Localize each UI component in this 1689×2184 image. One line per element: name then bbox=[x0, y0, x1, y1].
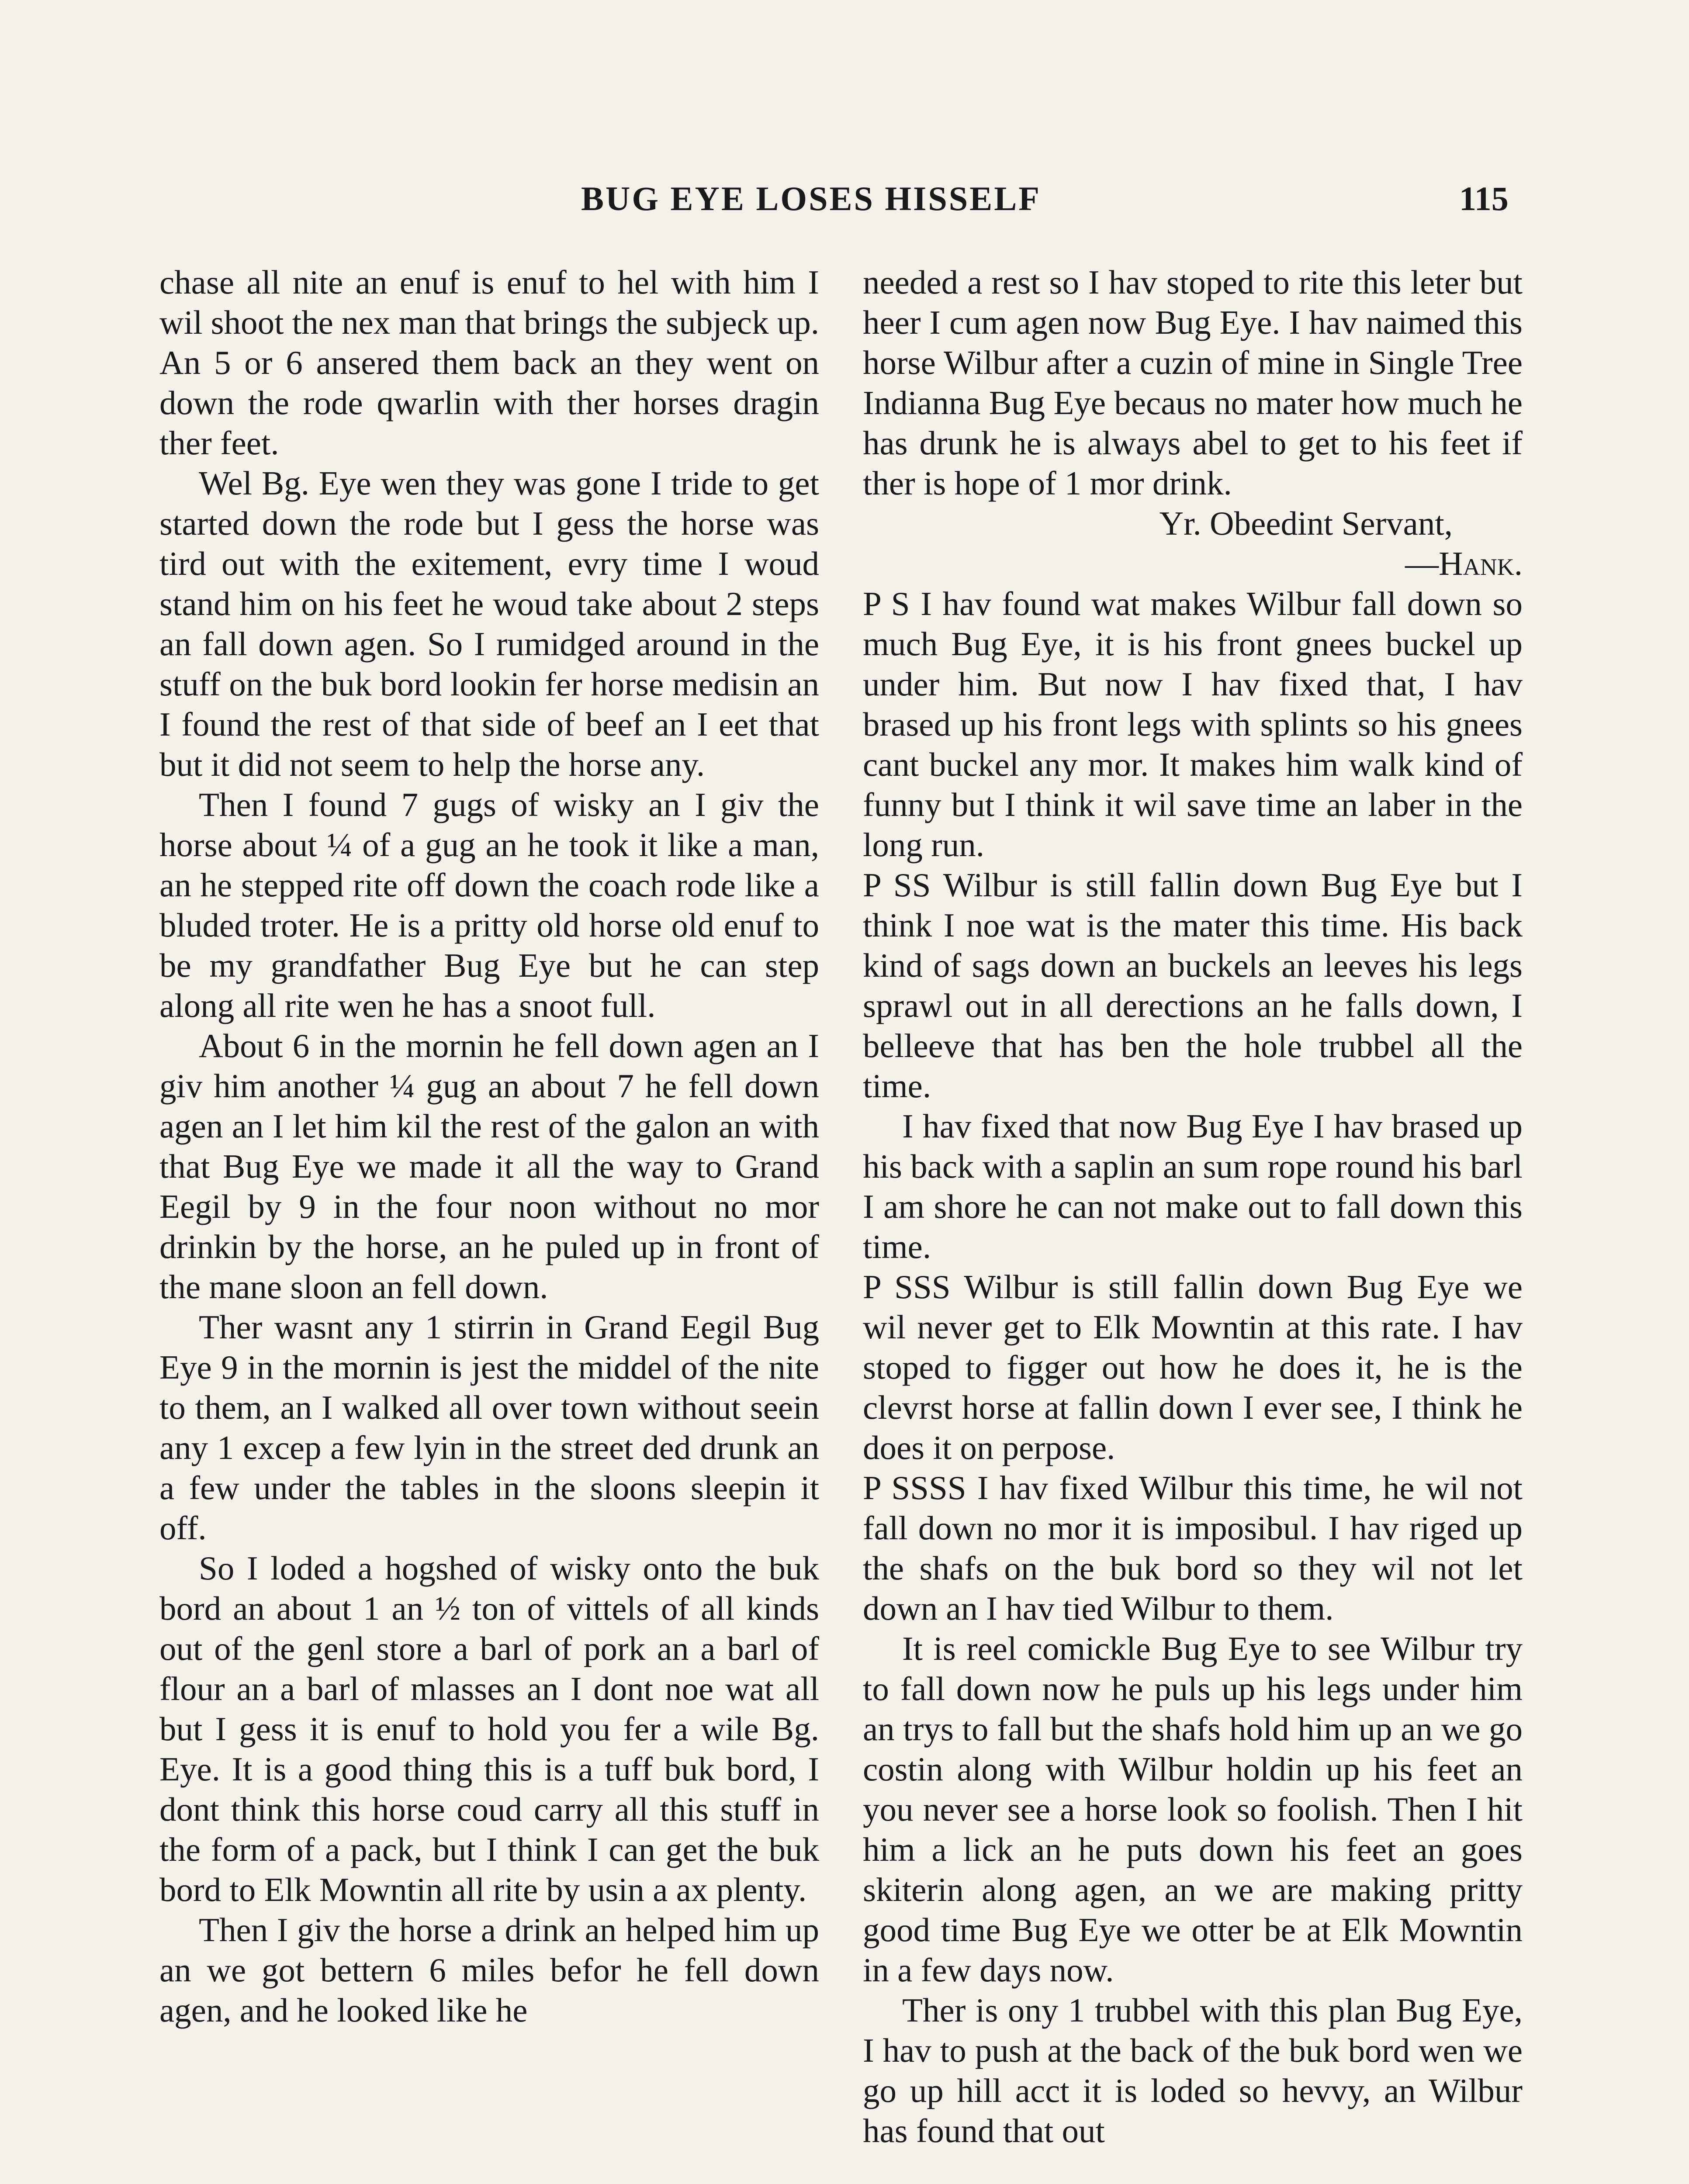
postscript: P SSS Wilbur is still fallin down Bug Eye we wil never get to Elk Mowntin at this rate. I hav stoped to figger out how he does it, he is the clevrst horse at fallin down I ever see, I think he does it on perpose. bbox=[863, 1268, 1523, 1466]
paragraph: I hav fixed that now Bug Eye I hav brased up his back with a saplin an sum rope round his barl I am shore he can not make out to fall down this time. bbox=[863, 1107, 1523, 1265]
paragraph: Then I found 7 gugs of wisky an I giv the horse about ¼ of a gug an he took it like a man, an he stepped rite off down the coach rode like a bluded troter. He is a pritty old horse old enuf to be my grandfather Bug Eye but he can step along all rite wen he has a snoot full. bbox=[159, 786, 819, 1024]
right-column bbox=[863, 262, 1523, 2151]
paragraph: Then I giv the horse a drink an helped him up an we got bettern 6 miles befor he fell down agen, and he looked like he bbox=[159, 1911, 819, 2029]
left-column bbox=[159, 262, 819, 2030]
letter-signature: —Hank. bbox=[1405, 545, 1523, 582]
paragraph: chase all nite an enuf is enuf to hel with him I wil shoot the nex man that brings the subjeck up. An 5 or 6 ansered them back an they went on down the rode qwarlin with ther horses dragin ther feet. bbox=[159, 263, 819, 462]
postscript: P SSSS I hav fixed Wilbur this time, he wil not fall down no mor it is imposibul. I hav riged up the shafs on the buk bord so they wil not let down an I hav tied Wilbur to them. bbox=[863, 1469, 1523, 1627]
postscript: P SS Wilbur is still fallin down Bug Eye but I think I noe wat is the mater this time. His back kind of sags down an buckels an leeves his legs sprawl out in all derections an he falls down, I belleeve that has ben the hole trubbel all the time. bbox=[863, 866, 1523, 1105]
postscript: P S I hav found wat makes Wilbur fall down so much Bug Eye, it is his front gnees buckel up under him. But now I hav fixed that, I hav brased up his front legs with splints so his gnees cant buckel any mor. It makes him walk kind of funny but I think it wil save time an laber in the long run. bbox=[863, 585, 1523, 864]
paragraph: Ther is ony 1 trubbel with this plan Bug Eye, I hav to push at the back of the buk bord wen we go up hill acct it is loded so hevvy, an Wilbur has found that out bbox=[863, 1991, 1523, 2149]
paragraph: About 6 in the mornin he fell down agen an I giv him another ¼ gug an about 7 he fell down agen an I let him kil the rest of the galon an with that Bug Eye we made it all the way to Grand Eegil by 9 in the four noon without no mor drinkin by the horse, an he puled up in front of the mane sloon an fell down. bbox=[159, 1027, 819, 1306]
paragraph: needed a rest so I hav stoped to rite this leter but heer I cum agen now Bug Eye. I hav naimed this horse Wilbur after a cuzin of mine in Single Tree Indianna Bug Eye becaus no mater how much he has drunk he is always abel to get to his feet if ther is hope of 1 mor drink. bbox=[863, 263, 1523, 502]
paragraph: It is reel comickle Bug Eye to see Wilbur try to fall down now he puls up his legs under him an trys to fall but the shafs hold him up an we go costin along with Wilbur holdin up his feet an you never see a horse look so foolish. Then I hit him a lick an he puts down his feet an goes skiterin along agen, an we are making pritty good time Bug Eye we otter be at Elk Mowntin in a few days now. bbox=[863, 1630, 1523, 1989]
paragraph: Ther wasnt any 1 stirrin in Grand Eegil Bug Eye 9 in the mornin is jest the middel of the nite to them, an I walked all over town without seein any 1 excep a few lyin in the street ded drunk an a few under the tables in the sloons sleepin it off. bbox=[159, 1308, 819, 1547]
paragraph: So I loded a hogshed of wisky onto the buk bord an about 1 an ½ ton of vittels of all kinds out of the genl store a barl of pork an a barl of flour an a barl of mlasses an I dont noe wat all but I gess it is enuf to hold you fer a wile Bg. Eye. It is a good thing this is a tuff buk bord, I dont think this horse coud carry all this stuff in the form of a pack, but I think I can get the buk bord to Elk Mowntin all rite by usin a ax plenty. bbox=[159, 1549, 819, 1908]
paragraph: Wel Bg. Eye wen they was gone I tride to get started down the rode but I gess the horse was tird out with the exitement, evry time I woud stand him on his feet he woud take about 2 steps an fall down agen. So I rumidged around in the stuff on the buk bord lookin fer horse medisin an I found the rest of that side of beef an I eet that but it did not seem to help the horse any. bbox=[159, 464, 819, 783]
running-title: BUG EYE LOSES HISSELF bbox=[581, 180, 1041, 218]
letter-closing: Yr. Obeedint Servant, bbox=[1159, 505, 1453, 542]
page-header bbox=[0, 179, 1689, 227]
page-number: 115 bbox=[1459, 180, 1509, 218]
